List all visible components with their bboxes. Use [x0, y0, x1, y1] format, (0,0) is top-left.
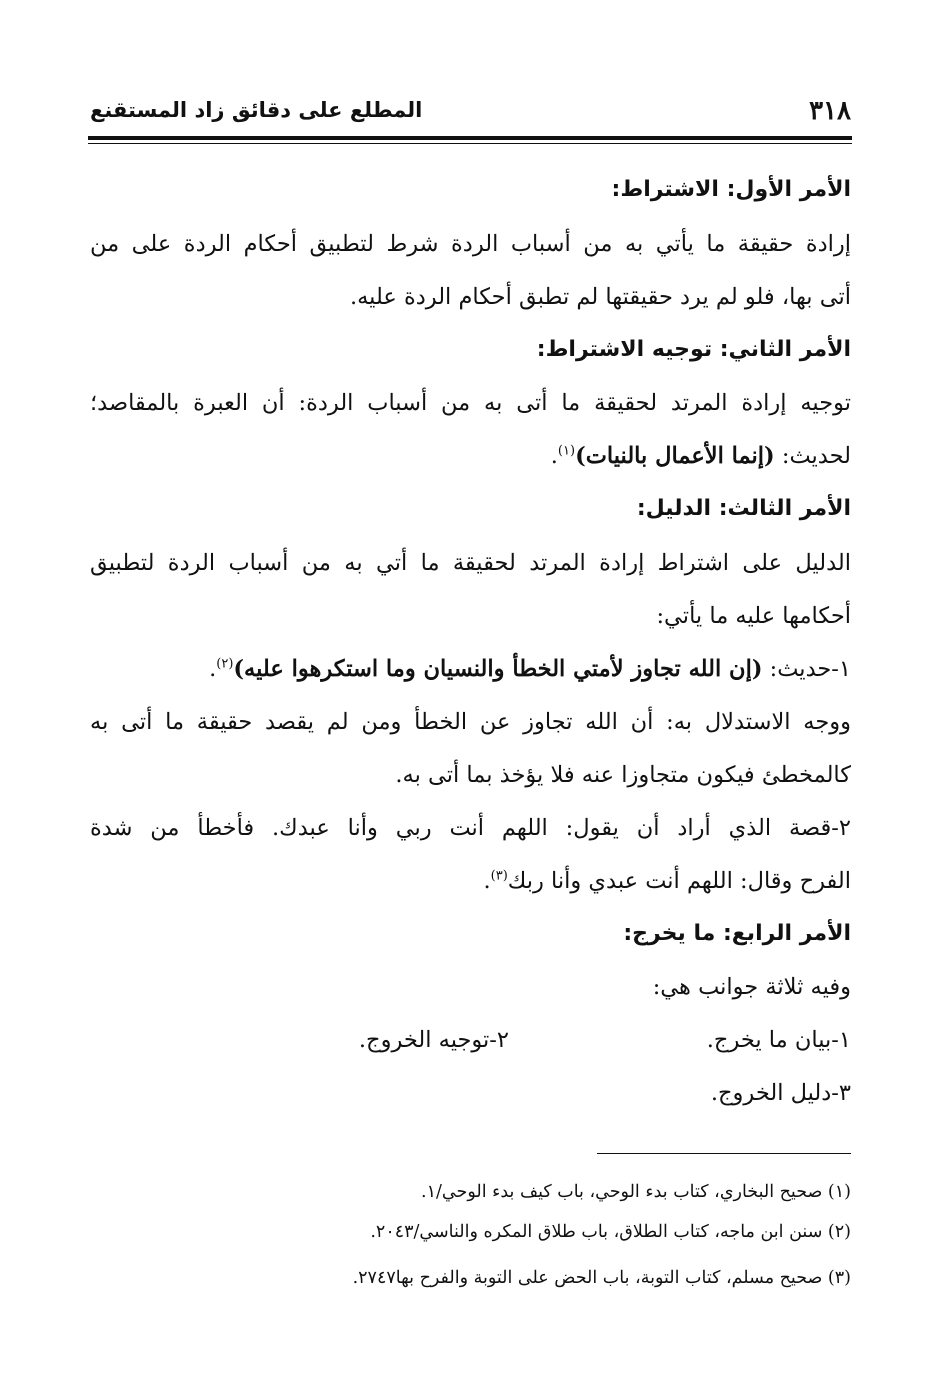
- section-heading-1: الأمر الأول: الاشتراط:: [611, 177, 851, 202]
- footnote-ref-1: (١): [557, 443, 576, 459]
- paragraph-5: وفيه ثلاثة جوانب هي:: [652, 974, 851, 1000]
- list-item-2: ٢-توجيه الخروج.: [358, 1027, 509, 1053]
- evidence-item-1: [90, 649, 851, 689]
- footnote-3: (٣) صحيح مسلم، كتاب التوبة، باب الحض على التوبة والفرح بها٢٧٤٧.: [352, 1268, 851, 1288]
- list-item-1: ١-بيان ما يخرج.: [706, 1027, 851, 1053]
- page-number: ٣١٨: [809, 96, 851, 126]
- sentence-end: .: [550, 443, 558, 469]
- paragraph-4-line-2: كالمخطئ فيكون متجاوزا عنه فلا يؤخذ بما أتى به.: [395, 762, 851, 788]
- sentence-end-2: .: [209, 656, 217, 682]
- section-heading-2: الأمر الثاني: توجيه الاشتراط:: [536, 337, 851, 362]
- paragraph-1-line-1: إرادة حقيقة ما يأتي به من أسباب الردة شرط لتطبيق أحكام الردة على من: [90, 231, 851, 257]
- book-title: المطلع على دقائق زاد المستقنع: [90, 98, 423, 122]
- paragraph-1-line-2: أتى بها، فلو لم يرد حقيقتها لم تطبق أحكام الردة عليه.: [349, 284, 851, 310]
- hadith-quote: (إنما الأعمال بالنيات): [575, 443, 775, 469]
- header-rule-thin: [88, 143, 852, 144]
- paragraph-3-line-1: الدليل على اشتراط إرادة المرتد لحقيقة ما أتي به من أسباب الردة لتطبيق: [90, 550, 851, 576]
- hadith-intro: لحديث:: [774, 443, 851, 469]
- hadith-quote-2: (إن الله تجاوز لأمتي الخطأ والنسيان وما استكرهوا عليه): [233, 656, 763, 682]
- footnote-1: (١) صحيح البخاري، كتاب بدء الوحي، باب كيف بدء الوحي/١.: [421, 1182, 851, 1202]
- evidence-item-2-line-1: ٢-قصة الذي أراد أن يقول: اللهم أنت ربي وأنا عبدك. فأخطأ من شدة: [90, 815, 851, 841]
- running-header: [90, 96, 851, 130]
- item-1-intro: ١-حديث:: [762, 656, 851, 682]
- section-heading-4: الأمر الرابع: ما يخرج:: [623, 921, 851, 946]
- paragraph-2-line-2: [90, 436, 851, 476]
- footnote-ref-3: (٣): [490, 868, 508, 884]
- footnote-separator: [597, 1153, 851, 1154]
- list-item-3: ٣-دليل الخروج.: [710, 1080, 851, 1106]
- sentence-end-3: .: [483, 868, 491, 894]
- footnote-2: (٢) سنن ابن ماجه، كتاب الطلاق، باب طلاق المكره والناسي/٢٠٤٣.: [370, 1222, 851, 1242]
- section-heading-3: الأمر الثالث: الدليل:: [636, 496, 851, 521]
- paragraph-2-line-1: توجيه إرادة المرتد لحقيقة ما أتى به من أسباب الردة: أن العبرة بالمقاصد؛: [90, 390, 851, 416]
- paragraph-3-line-2: أحكامها عليه ما يأتي:: [656, 603, 851, 629]
- footnote-ref-2: (٢): [216, 656, 234, 672]
- header-rule-thick: [88, 136, 852, 140]
- item-2-text: الفرح وقال: اللهم أنت عبدي وأنا ربك: [507, 868, 851, 894]
- evidence-item-2-line-2: [90, 861, 851, 901]
- paragraph-4-line-1: ووجه الاستدلال به: أن الله تجاوز عن الخطأ ومن لم يقصد حقيقة ما أتى به: [90, 709, 851, 735]
